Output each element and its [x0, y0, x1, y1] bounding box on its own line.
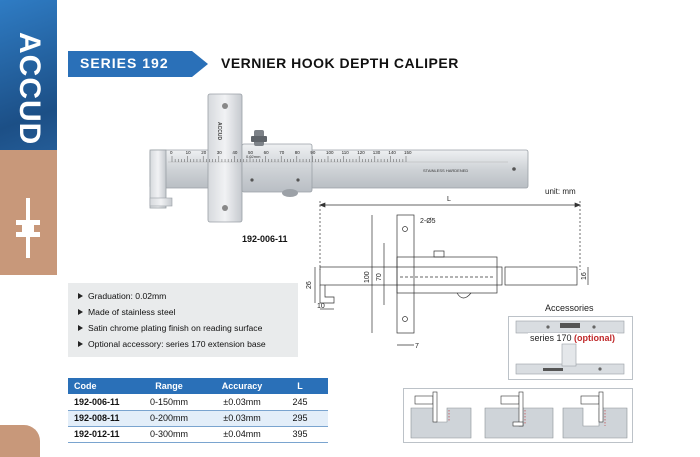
accessory-optional: (optional) — [574, 333, 616, 343]
scale-number: 60 — [263, 150, 269, 155]
cell-code: 192-008-11 — [68, 410, 126, 426]
svg-text:STAINLESS HARDENED: STAINLESS HARDENED — [423, 168, 469, 173]
dim-10: 10 — [317, 303, 325, 310]
scale-number: 10 — [185, 150, 191, 155]
feature-item: Satin chrome plating finish on reading surface — [78, 320, 298, 336]
accessory-series: series 170 — [530, 333, 572, 343]
spec-table — [68, 378, 328, 443]
brand-name: ACCUD — [13, 32, 46, 146]
cell-length: 295 — [272, 410, 328, 426]
cell-range: 0-150mm — [126, 394, 212, 410]
brand-logo — [8, 30, 48, 146]
scale-number: 120 — [357, 150, 365, 155]
scale-number: 50 — [248, 150, 254, 155]
cell-code: 192-006-11 — [68, 394, 126, 410]
feature-item: Graduation: 0.02mm — [78, 288, 298, 304]
scale-number: 0 — [170, 150, 173, 155]
scale-number: 40 — [232, 150, 238, 155]
dim-100: 100 — [364, 271, 371, 283]
table-row — [68, 394, 328, 410]
page-title: VERNIER HOOK DEPTH CALIPER — [221, 55, 459, 71]
dim-7: 7 — [415, 343, 419, 350]
cell-range: 0-300mm — [126, 426, 212, 442]
scale-number: 20 — [201, 150, 207, 155]
scale-number: 100 — [326, 150, 334, 155]
table-row — [68, 410, 328, 426]
svg-text:ACCUD: ACCUD — [216, 122, 222, 141]
sidebar-bottom-tab — [0, 425, 40, 457]
extension-base-image — [508, 316, 633, 380]
dim-hole: 2-Ø5 — [420, 218, 436, 225]
header-length: L — [272, 378, 328, 394]
feature-list — [68, 283, 298, 357]
dim-70: 70 — [376, 273, 383, 281]
dim-16: 16 — [581, 272, 588, 280]
cell-accuracy: ±0.03mm — [212, 410, 272, 426]
application-illustrations — [403, 388, 633, 443]
scale-number: 140 — [388, 150, 396, 155]
svg-text:0.02mm: 0.02mm — [246, 154, 261, 159]
cell-accuracy: ±0.04mm — [212, 426, 272, 442]
accessory-caption — [528, 333, 617, 343]
header-range: Range — [126, 378, 212, 394]
scale-number: 150 — [404, 150, 412, 155]
accessories-title: Accessories — [545, 303, 594, 313]
header-accuracy: Accuracy — [212, 378, 272, 394]
table-header-row — [68, 378, 328, 394]
cell-accuracy: ±0.03mm — [212, 394, 272, 410]
unit-label: unit: mm — [545, 187, 576, 196]
brand-sidebar — [0, 0, 57, 457]
dim-L: L — [447, 196, 451, 203]
header-code: Code — [68, 378, 126, 394]
scale-number: 130 — [372, 150, 381, 155]
cell-length: 395 — [272, 426, 328, 442]
photo-model-code: 192-006-11 — [242, 234, 288, 244]
depth-caliper-icon — [14, 198, 44, 258]
feature-item: Optional accessory: series 170 extension base — [78, 336, 298, 352]
scale-number: 110 — [341, 150, 349, 155]
scale-number: 30 — [216, 150, 222, 155]
table-row — [68, 426, 328, 442]
cell-code: 192-012-11 — [68, 426, 126, 442]
dim-26: 26 — [306, 281, 313, 289]
cell-length: 245 — [272, 394, 328, 410]
scale-number: 80 — [294, 150, 300, 155]
cell-range: 0-200mm — [126, 410, 212, 426]
scale-number: 90 — [310, 150, 316, 155]
feature-item: Made of stainless steel — [78, 304, 298, 320]
scale-number: 70 — [279, 150, 285, 155]
series-label: SERIES 192 — [80, 55, 169, 71]
